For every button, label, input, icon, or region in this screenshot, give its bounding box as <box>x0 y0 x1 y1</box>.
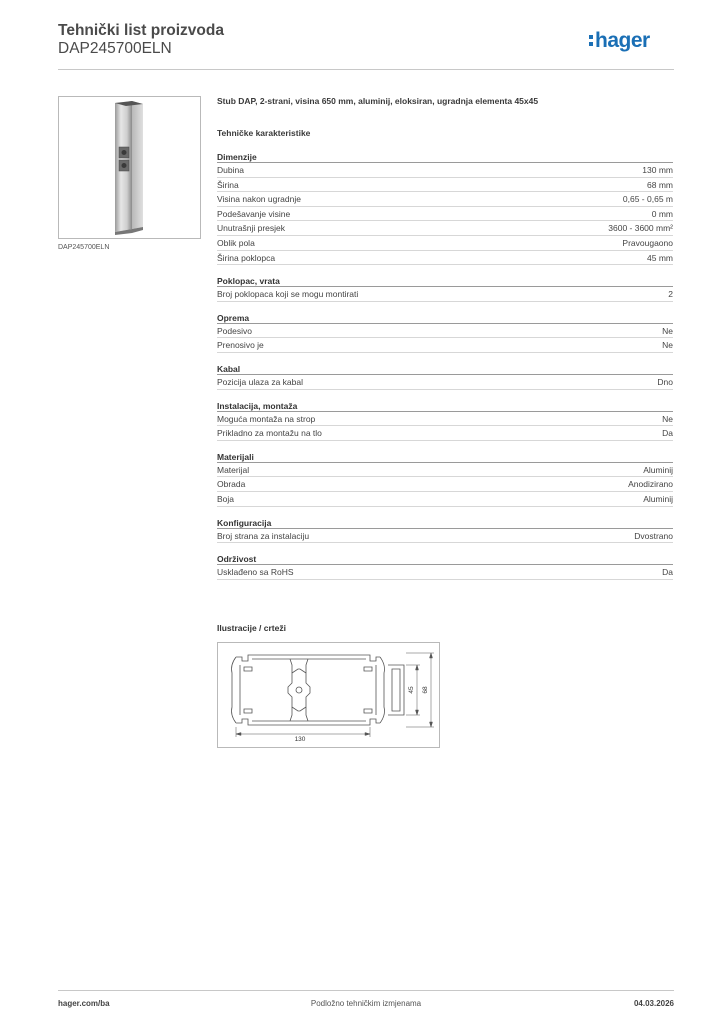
spec-row <box>217 463 673 478</box>
spec-label: Širina <box>217 179 239 190</box>
spec-value: 45 mm <box>647 252 673 263</box>
spec-value: Dvostrano <box>634 530 673 541</box>
page-footer <box>58 990 674 1014</box>
spec-value: Da <box>662 428 673 439</box>
footer-note: Podložno tehničkim izmjenama <box>310 999 422 1008</box>
spec-value: Anodizirano <box>628 479 673 490</box>
spec-value: Da <box>662 567 673 578</box>
footer-date: 04.03.2026 <box>633 999 674 1008</box>
spec-section <box>217 312 673 353</box>
spec-label: Podešavanje visine <box>217 208 291 219</box>
spec-section <box>217 275 673 302</box>
spec-value: Pravougaono <box>622 237 673 248</box>
section-title: Oprema <box>217 312 673 324</box>
spec-label: Broj strana za instalaciju <box>217 530 310 541</box>
section-title: Instalacija, montaža <box>217 400 673 412</box>
product-image <box>58 96 201 239</box>
page-header <box>58 20 674 70</box>
section-title: Materijali <box>217 451 673 463</box>
spec-label: Prenosivo je <box>217 340 264 351</box>
spec-value: 3600 - 3600 mm² <box>608 223 673 234</box>
spec-row <box>217 529 673 544</box>
spec-content <box>217 96 673 580</box>
spec-value: Ne <box>662 340 673 351</box>
hager-logo <box>588 26 672 54</box>
spec-label: Podesivo <box>217 325 252 336</box>
spec-value: 0,65 - 0,65 m <box>622 194 673 205</box>
spec-label: Moguća montaža na strop <box>217 413 316 424</box>
section-title: Kabal <box>217 363 673 375</box>
spec-section <box>217 400 673 441</box>
footer-website-link[interactable]: hager.com/ba <box>58 999 110 1008</box>
spec-value: 130 mm <box>642 165 673 175</box>
dimension-inner-label: 45 <box>408 686 415 694</box>
dimension-width-label: 130 <box>294 736 306 743</box>
spec-section <box>217 451 673 507</box>
spec-row <box>217 375 673 390</box>
spec-row <box>217 236 673 251</box>
spec-row <box>217 492 673 507</box>
product-description: Stub DAP, 2-strani, visina 650 mm, aluminij, eloksiran, ugradnja elementa 45x45 <box>217 96 539 106</box>
spec-section <box>217 553 673 580</box>
spec-row <box>217 338 673 353</box>
spec-section <box>217 363 673 390</box>
characteristics-heading: Tehničke karakteristike <box>217 128 311 138</box>
spec-label: Pozicija ulaza za kabal <box>217 376 303 387</box>
section-title: Dimenzije <box>217 151 673 163</box>
aluminium-column-photo <box>59 97 200 238</box>
spec-label: Broj poklopaca koji se mogu montirati <box>217 289 359 300</box>
spec-value: Aluminij <box>643 493 673 504</box>
image-caption: DAP245700ELN <box>58 244 110 251</box>
product-code: DAP245700ELN <box>58 40 172 57</box>
spec-row <box>217 192 673 207</box>
spec-value: 0 mm <box>651 208 673 219</box>
section-title: Poklopac, vrata <box>217 275 673 287</box>
spec-label: Visina nakon ugradnje <box>217 194 301 205</box>
spec-row <box>217 477 673 492</box>
spec-label: Boja <box>217 493 235 504</box>
technical-drawing <box>217 642 440 748</box>
spec-label: Materijal <box>217 464 250 475</box>
spec-row <box>217 426 673 441</box>
spec-label: Širina poklopca <box>217 252 276 263</box>
spec-label: Prikladno za montažu na tlo <box>217 428 322 439</box>
spec-value: Ne <box>662 325 673 336</box>
spec-row <box>217 324 673 339</box>
spec-row <box>217 251 673 266</box>
spec-label: Unutrašnji presjek <box>217 223 286 234</box>
spec-row <box>217 207 673 222</box>
spec-label: Dubina <box>217 165 244 175</box>
cross-section-drawing <box>218 643 439 747</box>
spec-sections <box>217 151 673 580</box>
spec-row <box>217 178 673 193</box>
dimension-outer-label: 68 <box>422 686 429 694</box>
spec-value: 2 <box>668 289 673 300</box>
spec-label: Usklađeno sa RoHS <box>217 567 294 578</box>
spec-value: 68 mm <box>647 179 673 190</box>
spec-row <box>217 412 673 427</box>
spec-row <box>217 221 673 236</box>
spec-value: Dno <box>657 376 673 387</box>
spec-section <box>217 517 673 544</box>
section-title: Konfiguracija <box>217 517 673 529</box>
spec-label: Obrada <box>217 479 246 490</box>
svg-text:hager: hager <box>595 29 650 52</box>
spec-row <box>217 287 673 302</box>
spec-section <box>217 151 673 265</box>
document-title: Tehnički list proizvoda <box>58 22 224 39</box>
section-title: Održivost <box>217 553 673 565</box>
spec-value: Ne <box>662 413 673 424</box>
spec-row <box>217 163 673 178</box>
spec-label: Oblik pola <box>217 237 255 248</box>
illustrations-title: Ilustracije / crteži <box>217 623 286 633</box>
spec-row <box>217 565 673 580</box>
spec-value: Aluminij <box>643 464 673 475</box>
